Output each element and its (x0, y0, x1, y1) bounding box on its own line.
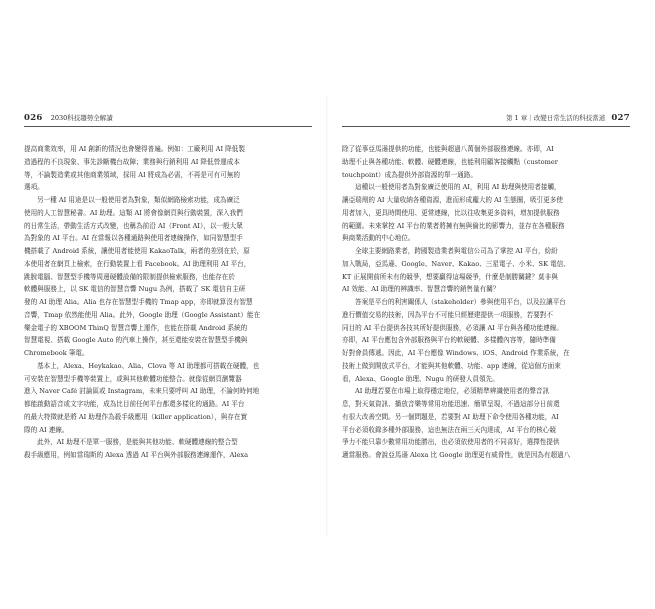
text-line: 的日常生活，帶動生活方式改變，也稱為前沿 AI（Front AI），以一般大眾 (24, 221, 243, 230)
text-line: 全球主要網路業者，跨國製造業者與電信公司為了掌控 AI 平台，紛紛 (355, 247, 558, 255)
left-page-header (24, 112, 312, 127)
text-line: 的最大特徵就是將 AI 助理作為殺手級應用（killer application），與存在實 (24, 412, 248, 421)
text-line: 為對象的 AI 平台。AI 在當報以各種通路與使用者連線操作，如同智慧型手 (24, 234, 243, 243)
right-page (342, 112, 630, 462)
text-line: 使用的人工智慧秘書。AI 助理。這類 AI 將會像網頁與行動裝置，深入我們 (24, 208, 243, 217)
text-line: 選項。 (24, 183, 44, 192)
chapter-label: 第 1 章｜改變日常生活的科技當道 (505, 114, 606, 122)
text-line: 同目的 AI 平台提供各技其所好提供服務，必須讓 AI 平台與各種功能連線。 (342, 323, 563, 332)
text-line: 都能啟動語音或文字功能，成為比目前任何平台都還多樣化的通路。AI 平台 (24, 400, 245, 408)
right-page-number: 027 (611, 113, 630, 123)
text-line: 看，Alexa、Google 助理、Nugu 的研發人員領先。 (342, 374, 499, 383)
left-running-head: 2030科技趨勢全解讀 (50, 114, 113, 122)
page-gutter (326, 96, 328, 536)
left-page (24, 112, 312, 462)
text-line: 等，不論製造業或其他商業領域，採用 AI 將成為必需，不再是可有可無的 (24, 170, 240, 179)
paragraph (24, 436, 312, 462)
text-line: 技術上做到開放式平台，才能與其他軟體、功能、app 連線，從這個方面來 (342, 361, 561, 370)
text-line: 造過程的不良現象、事先診斷機台故障；業務與行銷利用 AI 降低營運成本 (24, 157, 240, 166)
text-line: 進入 Naver Café 討論區或 Instagram，未來只要呼叫 AI 助理，不論何時何地 (24, 387, 260, 396)
text-line: 助理不止與各種功能、軟體、硬體連線，也能利用顧客接觸點（customer (342, 157, 558, 166)
text-line: 智慧電視、搭載 Google Auto 的汽車上操作，甚至還能安裝在智慧型手機與 (24, 336, 248, 345)
paragraph (342, 181, 630, 245)
text-line: AI 效能、AI 助理的辨識率、智慧音響的銷售量有關？ (342, 285, 500, 294)
text-line: 可安裝在智慧型手機等裝置上，或與其他軟體功能整合。就像從網頁瀏覽器 (24, 374, 242, 383)
text-line: 這種以一般使用者為對象廣泛使用的 AI，利用 AI 助理與使用者接觸， (355, 183, 561, 192)
text-line: 除了從事亞馬遜提供的功能，也能與超過八萬個外部服務連線。亦即，AI (342, 145, 554, 153)
text-line: Chromebook 筆電。 (24, 349, 89, 357)
text-line: AI 助理若要在市場上取得穩定地位，必須精準辨識使用者的聲音訊 (355, 387, 550, 396)
text-line: 殺手級應用，例如當瑞斯的 Alexa 透過 AI 平台與外部服務連線運作，Alexa (24, 451, 249, 459)
text-line: 讓亞瑞劑的 AI 大量收納各種資源，進而形成龐大的 AI 生態圈，吸引更多使 (342, 196, 563, 204)
text-line: 用者加入，更具時間使用、更常連線，比以往收集更多資料，增加提供服務 (342, 208, 560, 217)
text-line: 的範圍。未來掌控 AI 平台的業者將擁有無與倫比的影響力，並存在各種服務 (342, 221, 565, 230)
paragraph (342, 385, 630, 462)
text-line: 機搭載了 Android 系統，讓使用者能使用 KakaoTalk，兩者的差別在於，原 (24, 247, 250, 255)
paragraph (24, 194, 312, 360)
text-line: touchpoint）成為提供外部資源的單一通路。 (342, 170, 477, 179)
text-line: 樂金電子的 XBOOM ThinQ 智慧音響上運作，也能在搭載 Android 系統的 (24, 323, 248, 332)
text-line: 息，對天氣資訊、播放音樂等常用功能迅速、簡單呈現，不過這部分日前還 (342, 400, 560, 408)
text-line: 適當服務。會說亞馬遜 Alexa 比 Google 助理更有威脅性，就是因為有超過八 (342, 451, 571, 459)
text-line: 跳脫電腦、智慧型手機等周邊硬體設備的限制提供檢索服務，也能存在於 (24, 272, 235, 281)
paragraph (24, 143, 312, 194)
right-page-body (342, 143, 630, 462)
paragraph (342, 143, 630, 181)
text-line: 亦即，AI 平台應包含外部服務與平台的軟硬體、多樣體內容等，隨時準備 (342, 336, 556, 345)
text-line: 提高商業效率，用 AI 創新的情況也會變得普遍。例如：工廠利用 AI 降低製 (24, 145, 245, 153)
paragraph (24, 360, 312, 437)
text-line: KT 正展開前所未有的競爭，想要贏得這場競爭，什麼是制勝關鍵？莫非與 (342, 272, 558, 281)
text-line: 有很大改善空間。另一個問題是，若要對 AI 助理下命令使用各種功能，AI (342, 412, 559, 421)
text-line: 發的 AI 助理 Alia。Alia 也存在智慧型手機的 Tmap app，亦即就算沒有智慧 (24, 298, 253, 306)
text-line: 答案是平台的利害關係人（stakeholder）參與使用平台，以及拉讓平台 (355, 298, 566, 306)
text-line: 音響，Tmap 依然能使用 Alia。此外，Google 助理（Google Assistant）能在 (24, 310, 261, 319)
text-line: 加入戰局，亞馬遜、Google、Naver、Kakao、三星電子、小米、SK 電信、 (342, 259, 570, 268)
text-line: 軟體與服務上，以 SK 電信的智慧音響 Nugu 為例，搭載了 SK 電信自主研 (24, 285, 246, 294)
text-line: 好對會員傳遞。因此，AI 平台應像 Windows、iOS、Android 作業系統，在 (342, 349, 570, 357)
text-line: 另一種 AI 用途是以一般使用者為對象，類似網路檢索功能，成為廣泛 (37, 196, 240, 204)
text-line: 本使用者在網頁上檢索，在行動裝置上看 Facebook。AI 助理利用 AI 平台， (24, 259, 251, 268)
text-line: 爭力不能只靠少數常用功能勝出，也必須依使用者的不同喜好，選擇性提供 (342, 438, 560, 447)
text-line: 基本上，Alexa、Heykakao、Alia、Clova 等 AI 助理都可搭載在硬體，也 (37, 361, 260, 370)
left-page-body (24, 143, 312, 462)
text-line: 際的 AI 連線。 (24, 425, 69, 434)
text-line: 進行價值交易的技術，因為平台不可能只經歷建提供一項服務，若要對不 (342, 310, 553, 319)
paragraph (342, 245, 630, 296)
text-line: 與商業活動的中心地位。 (342, 234, 415, 243)
text-line: 平台必須收錄多種外部服務，這也無法在兩三天內達成，AI 平台的核心競 (342, 425, 556, 434)
paragraph (342, 296, 630, 385)
text-line: 此外，AI 助理不是單一服務，是能與其他功能、軟硬體連線的整合型 (37, 438, 238, 447)
left-page-number: 026 (24, 113, 43, 123)
right-page-header (342, 112, 630, 127)
